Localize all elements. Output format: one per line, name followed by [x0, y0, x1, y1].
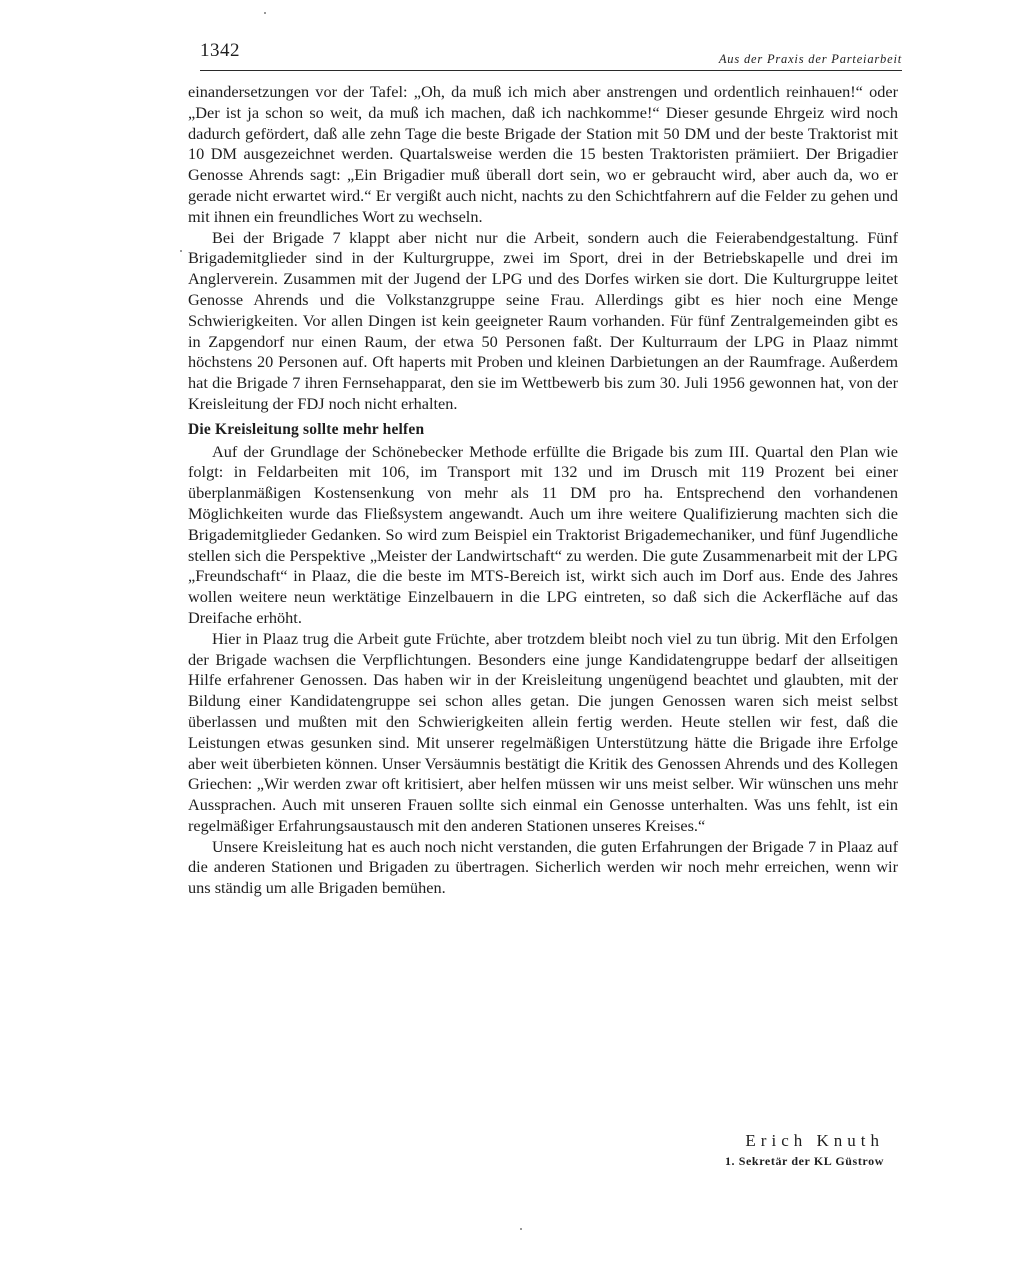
- page-number: 1342: [200, 40, 240, 61]
- scan-speck: [264, 12, 266, 14]
- paragraph: Hier in Plaaz trug die Arbeit gute Früchte, aber trotzdem bleibt noch viel zu tun übrig. Mit den Erfolgen der Brigade wachsen die Verpflichtungen. Besonders eine junge Kandidatengruppe bedarf der allseitigen Hilfe erfahrener Genossen. Das haben wir in der Kreisleitung ungenügend beachtet und glaubten, mit der Bildung einer Kandidatengruppe sei schon alles getan. Die jungen Genossen waren sich meist selbst überlassen und mußten mit den Schwierigkeiten allein fertig werden. Heute stellen wir fest, daß die Leistungen etwas gesunken sind. Mit unserer regelmäßigen Unterstützung hätte die Brigade ihre Erfolge aber weit überbieten können. Unser Versäumnis bestätigt die Kritik des Genossen Ahrends und des Kollegen Griechen: „Wir werden zwar oft kritisiert, aber helfen müssen wir uns meist selber. Wir wünschen uns mehr Aussprachen. Auch mit unseren Frauen sollte sich einmal ein Genosse unterhalten. Was uns fehlt, ist ein regelmäßiger Erfahrungsaustausch mit den anderen Stationen unseres Kreises.“: [188, 628, 898, 835]
- author-name: Erich Knuth: [745, 1131, 884, 1150]
- paragraph: Unsere Kreisleitung hat es auch noch nicht verstanden, die guten Erfahrungen der Brigade 7 in Plaaz auf die anderen Stationen und Brigaden zu übertragen. Sicherlich werden wir noch mehr erreichen, wenn wir uns ständig um alle Brigaden bemühen.: [188, 836, 898, 898]
- scan-speck: [520, 1228, 522, 1230]
- scan-speck: [180, 250, 182, 252]
- page-header: [200, 38, 902, 71]
- author-role: 1. Sekretär der KL Güstrow: [724, 1154, 884, 1168]
- paragraph: Bei der Brigade 7 klappt aber nicht nur die Arbeit, sondern auch die Feierabendgestaltung. Fünf Brigademitglieder sind in der Kulturgruppe, zwei im Sport, drei in der Betriebskapelle und drei im Anglerverein. Zusammen mit der Jugend der LPG und des Dorfes wirken sie dort. Die Kulturgruppe leitet Genosse Ahrends und die Volkstanzgruppe seine Frau. Allerdings gibt es hier noch eine Menge Schwierigkeiten. Vor allen Dingen ist kein geeigneter Raum vorhanden. Für fünf Zentralgemeinden gibt es in Zapgendorf nur einen Raum, der etwa 50 Personen faßt. Der Kulturraum der LPG in Plaaz nimmt höchstens 20 Personen auf. Oft haperts mit Proben und kleinen Darbietungen an der Raumfrage. Außerdem hat die Brigade 7 ihren Fernsehapparat, den sie im Wettbewerb bis zum 30. Juli 1956 gewonnen hat, von der Kreisleitung der FDJ noch nicht erhalten.: [188, 227, 898, 413]
- section-heading: Die Kreisleitung sollte mehr helfen: [188, 420, 425, 438]
- paragraph: einandersetzungen vor der Tafel: „Oh, da muß ich mich aber anstrengen und ordentlich reinhauen!“ oder „Der ist ja schon so weit, da muß ich machen, daß ich nachkomme!“ Dieser gesunde Ehrgeiz wird noch dadurch gefördert, daß alle zehn Tage die beste Brigade der Station mit 50 DM und der beste Traktorist mit 10 DM ausgezeichnet werden. Quartalsweise werden die 15 besten Traktoristen prämiiert. Der Brigadier Genosse Ahrends sagt: „Ein Brigadier muß überall dort sein, wo er gebraucht wird, aber auch da, wo er gerade nicht erwartet wird.“ Er vergißt auch nicht, nachts zu den Schichtfahrern auf die Felder zu gehen und mit ihnen ein freundliches Wort zu wechseln.: [188, 82, 898, 226]
- article-body: [188, 82, 898, 899]
- signature-block: [725, 1130, 884, 1169]
- running-title: Aus der Praxis der Parteiarbeit: [718, 52, 902, 66]
- paragraph: Auf der Grundlage der Schönebecker Methode erfüllte die Brigade bis zum III. Quartal den Plan wie folgt: in Feldarbeiten mit 106, im Transport mit 132 und im Drusch mit 119 Prozent bei einer überplanmäßigen Kostensenkung von mehr als 11 DM pro ha. Entsprechend den vorhandenen Möglichkeiten wurde das Fließsystem angewandt. Auch um ihre weitere Qualifizierung machten sich die Brigademitglieder Gedanken. So wird zum Beispiel ein Traktorist Brigademechaniker, und fünf Jugendliche stellen sich die Perspektive „Meister der Landwirtschaft“ zu werden. Die gute Zusammenarbeit mit der LPG „Freundschaft“ in Plaaz, die die beste im MTS-Bereich ist, wirkt sich auch im Dorf aus. Ende des Jahres wollen weitere neun werktätige Einzelbauern in die LPG eintreten, so daß sich die Ackerfläche auf das Dreifache erhöht.: [188, 441, 898, 627]
